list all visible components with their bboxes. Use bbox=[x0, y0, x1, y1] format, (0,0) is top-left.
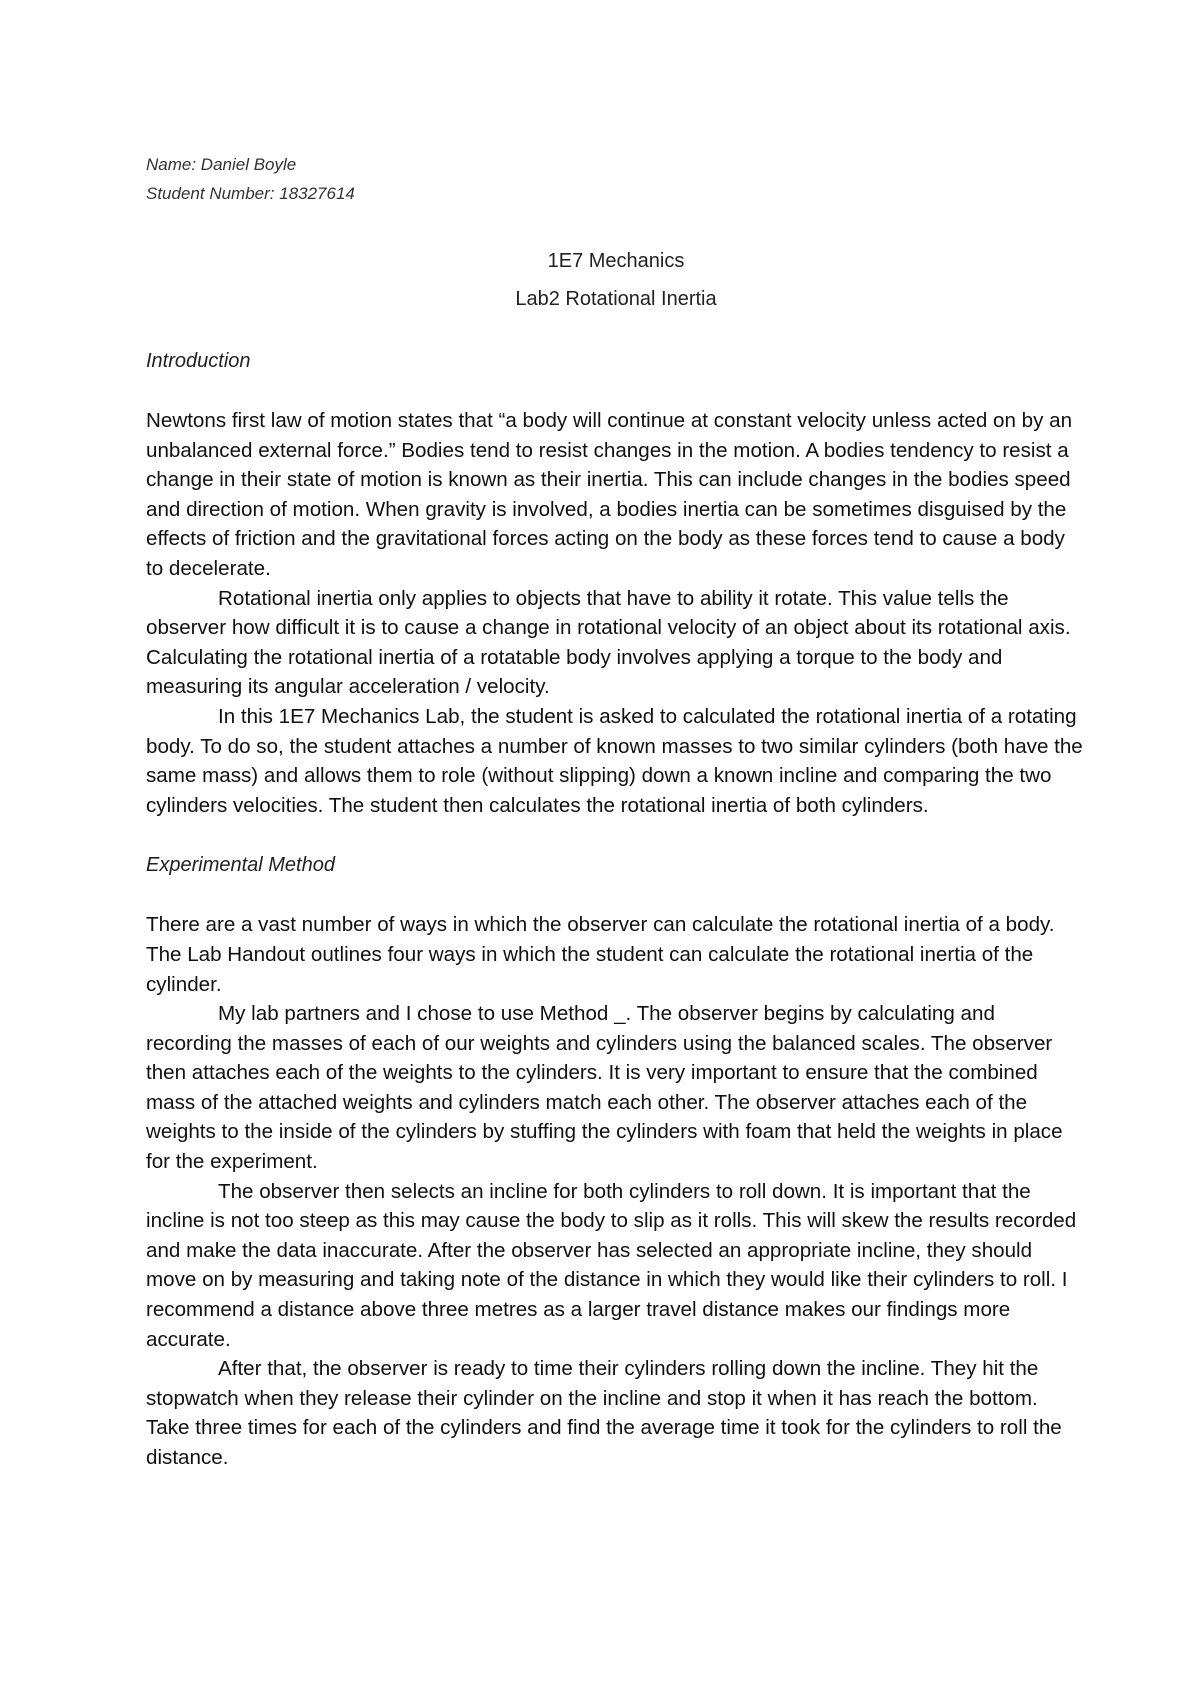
title-block bbox=[146, 242, 1086, 318]
method-paragraph-2: My lab partners and I chose to use Method _. The observer begins by calculating and recording the masses of each of our weights and cylinders using the balanced scales. The observer then attaches each of the weights to the cylinders. It is very important to ensure that the combined mass of the attached weights and cylinders match each other. The observer attaches each of the weights to the inside of the cylinders by stuffing the cylinders with foam that held the weights in place for the experiment. bbox=[146, 1002, 1063, 1174]
student-number: Student Number: 18327614 bbox=[146, 184, 355, 203]
lab-title: Lab2 Rotational Inertia bbox=[515, 288, 717, 310]
introduction-paragraph-1: Newtons first law of motion states that “a body will continue at constant velocity unless acted on by an unbalanced external force.” Bodies tend to resist changes in the motion. A bodies tendency to resist a change in their state of motion is known as their inertia. This can include changes in the bodies speed and direction of motion. When gravity is involved, a bodies inertia can be sometimes disguised by the effects of friction and the gravitational forces acting on the body as these forces tend to cause a body to decelerate. bbox=[146, 409, 1073, 580]
method-paragraph-3: The observer then selects an incline for both cylinders to roll down. It is important that the incline is not too steep as this may cause the body to slip as it rolls. This will skew the results recorded and make the data inaccurate. After the observer has selected an appropriate incline, they should move on by measuring and taking note of the distance in which they would like their cylinders to roll. I recommend a distance above three metres as a larger travel distance makes our findings more accurate. bbox=[146, 1179, 1077, 1351]
experimental-method-heading: Experimental Method bbox=[146, 854, 335, 877]
introduction-heading: Introduction bbox=[146, 350, 251, 372]
introduction-paragraph-2: Rotational inertia only applies to objects that have to ability it rotate. This value tells the observer how difficult it is to cause a change in rotational velocity of an object about its rotational axis. Calculating the rotational inertia of a rotatable body involves applying a torque to the body and measuring its angular acceleration / velocity. bbox=[146, 586, 1071, 699]
method-paragraph-1: There are a vast number of ways in which the observer can calculate the rotational inertia of a body. The Lab Handout outlines four ways in which the student can calculate the rotational inertia of the cylinder. bbox=[146, 913, 1055, 996]
introduction-paragraph-3: In this 1E7 Mechanics Lab, the student is asked to calculated the rotational inertia of a rotating body. To do so, the student attaches a number of known masses to two similar cylinders (both have the same mass) and allows them to role (without slipping) down a known incline and comparing the two cylinders velocities. The student then calculates the rotational inertia of both cylinders. bbox=[146, 704, 1083, 817]
student-name: Name: Daniel Boyle bbox=[146, 155, 297, 174]
course-title: 1E7 Mechanics bbox=[547, 250, 685, 272]
method-paragraph-4: After that, the observer is ready to time their cylinders rolling down the incline. They hit the stopwatch when they release their cylinder on the incline and stop it when it has reach the bottom. Take three times for each of the cylinders and find the average time it took for the cylinders to roll the distance. bbox=[146, 1357, 1062, 1469]
document-content bbox=[146, 150, 1086, 1473]
